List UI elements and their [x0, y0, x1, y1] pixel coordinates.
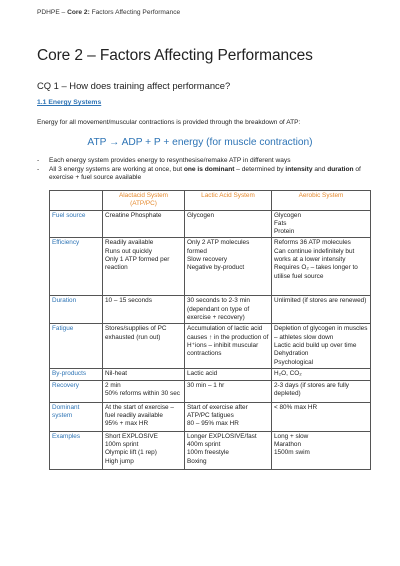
bullet-text-part: – determined by	[234, 165, 286, 173]
intro-text: Energy for all movement/muscular contractions is provided through the breakdown of ATP:	[37, 119, 301, 126]
table-cell	[185, 402, 272, 431]
bullet-text	[49, 166, 367, 183]
page-header	[37, 9, 180, 16]
table-header-cell: Alactacid System (ATP/PC)	[103, 191, 185, 211]
cell-line: 400m sprint	[187, 440, 221, 448]
table-cell	[272, 369, 371, 380]
bullet-item	[37, 166, 367, 183]
cell-line: High jump	[105, 457, 134, 465]
table-cell	[103, 431, 185, 469]
table-body	[50, 210, 371, 469]
atp-equation: ATP → ADP + P + energy (for muscle contraction)	[87, 137, 313, 148]
cell-line: 10 – 15 seconds	[105, 297, 152, 305]
row-label: Fatigue	[50, 324, 103, 369]
cell-line: Requires O₂ – takes longer to utilise fuel source	[274, 264, 358, 280]
row-label: Recovery	[50, 380, 103, 402]
table-header-cell: Aerobic System	[272, 191, 371, 211]
bullet-text: Each energy system provides energy to resynthesise/remake ATP in different ways	[49, 157, 291, 164]
header-bold: Core 2:	[67, 9, 90, 16]
bullet-text-part: and	[312, 165, 328, 173]
table-cell	[272, 210, 371, 238]
table-cell	[185, 380, 272, 402]
table-cell	[185, 238, 272, 296]
section-heading: 1.1 Energy Systems	[37, 99, 102, 106]
bullet-list	[37, 157, 367, 183]
cell-line: 2 min	[105, 381, 121, 389]
cell-line: Only 1 ATP formed per reaction	[105, 256, 170, 272]
table-row	[50, 238, 371, 296]
row-label: By-products	[50, 369, 103, 380]
cell-line: Longer EXPLOSIVE/fast	[187, 432, 257, 440]
bullet-bold-part: intensity	[285, 165, 313, 173]
bullet-text-part: of exercise + fuel source available	[49, 165, 361, 182]
bullet-bold-part: one is dominant	[183, 165, 235, 173]
cell-line: Depletion of glycogen in muscles – athletes slow down	[274, 325, 368, 341]
bullet-dash: -	[37, 165, 40, 173]
table-cell	[185, 210, 272, 238]
table-cell	[103, 210, 185, 238]
table-row	[50, 296, 371, 324]
page-title: Core 2 – Factors Affecting Performances	[37, 47, 313, 64]
table-row	[50, 369, 371, 380]
cell-line: Long + slow	[274, 432, 309, 440]
cell-line: 100m freestyle	[187, 449, 229, 457]
table-header-cell	[50, 191, 103, 211]
cell-line: H₂O, CO₂	[274, 370, 302, 378]
table-cell	[103, 296, 185, 324]
cell-line: Lactic acid build up over time	[274, 341, 357, 349]
table-cell	[272, 324, 371, 369]
bullet-bold-part: duration	[327, 165, 354, 173]
cell-line: Nil-heat	[105, 370, 128, 378]
table-cell	[272, 380, 371, 402]
table-cell	[103, 402, 185, 431]
cell-line: At the start of exercise – fuel readily available	[105, 403, 174, 419]
table-row	[50, 324, 371, 369]
table-row	[50, 380, 371, 402]
table-cell	[103, 380, 185, 402]
cell-line: Fats	[274, 219, 287, 227]
cell-line: Negative by-product	[187, 264, 245, 272]
cell-line: 80 – 95% max HR	[187, 420, 239, 428]
table-cell	[272, 431, 371, 469]
cell-line: Slow recovery	[187, 256, 228, 264]
table-cell	[185, 369, 272, 380]
cell-line: Olympic lift (1 rep)	[105, 449, 157, 457]
cell-line: Only 2 ATP molecules formed	[187, 239, 250, 255]
row-label: Examples	[50, 431, 103, 469]
table-cell	[272, 238, 371, 296]
cell-line: 30 min – 1 hr	[187, 381, 225, 389]
bullet-item	[37, 157, 367, 166]
cell-line: Boxing	[187, 457, 207, 465]
table-cell	[185, 431, 272, 469]
table-cell	[272, 296, 371, 324]
cell-line: < 80% max HR	[274, 403, 318, 411]
table-row	[50, 402, 371, 431]
bullet-dash: -	[37, 157, 40, 164]
cell-line: 50% reforms within 30 sec	[105, 389, 180, 397]
content-question: CQ 1 – How does training affect performance?	[37, 80, 231, 91]
cell-line: Protein	[274, 228, 295, 236]
cell-line: Runs out quickly	[105, 247, 152, 255]
cell-line: Unlimited (if stores are renewed)	[274, 297, 367, 305]
cell-line: Accumulation of lactic acid causes ↑ in the production of H⁺ions – inhibit muscular contractions	[187, 325, 269, 358]
cell-line: Readily available	[105, 239, 154, 247]
cell-line: 100m sprint	[105, 440, 139, 448]
cell-line: 1500m swim	[274, 449, 310, 457]
cell-line: Short EXPLOSIVE	[105, 432, 158, 440]
table-header-cell: Lactic Acid System	[185, 191, 272, 211]
cell-line: Creatine Phosphate	[105, 211, 162, 219]
cell-line: Lactic acid	[187, 370, 218, 378]
cell-line: Glycogen	[187, 211, 214, 219]
cell-line: Reforms 36 ATP molecules	[274, 239, 351, 247]
bullet-text-part: All 3 energy systems are working at once, but	[49, 165, 184, 173]
row-label: Dominant system	[50, 402, 103, 431]
row-label: Duration	[50, 296, 103, 324]
cell-line: Marathon	[274, 440, 301, 448]
table-row	[50, 431, 371, 469]
cell-line: 30 seconds to 2-3 min (dependant on type of exercise + recovery)	[187, 297, 250, 322]
cell-line: Stores/supplies of PC exhausted (run out)	[105, 325, 167, 341]
table-cell	[103, 369, 185, 380]
cell-line: Dehydration	[274, 350, 309, 358]
table-cell	[103, 324, 185, 369]
cell-line: 95% + max HR	[105, 420, 149, 428]
header-prefix: PDHPE –	[37, 9, 68, 16]
table-header-row	[50, 191, 371, 211]
table-cell	[103, 238, 185, 296]
table-cell	[185, 296, 272, 324]
row-label: Efficiency	[50, 238, 103, 296]
cell-line: Glycogen	[274, 211, 301, 219]
table-row	[50, 210, 371, 238]
header-rest: Factors Affecting Performance	[89, 9, 181, 16]
cell-line: 2-3 days (if stores are fully depleted)	[274, 381, 349, 397]
row-label: Fuel source	[50, 210, 103, 238]
table-cell	[272, 402, 371, 431]
table-cell	[185, 324, 272, 369]
cell-line: Start of exercise after ATP/PC fatigues	[187, 403, 248, 419]
cell-line: Can continue indefinitely but works at a lower intensity	[274, 247, 355, 264]
energy-systems-table	[49, 190, 371, 470]
cell-line: Psychological	[274, 358, 314, 366]
